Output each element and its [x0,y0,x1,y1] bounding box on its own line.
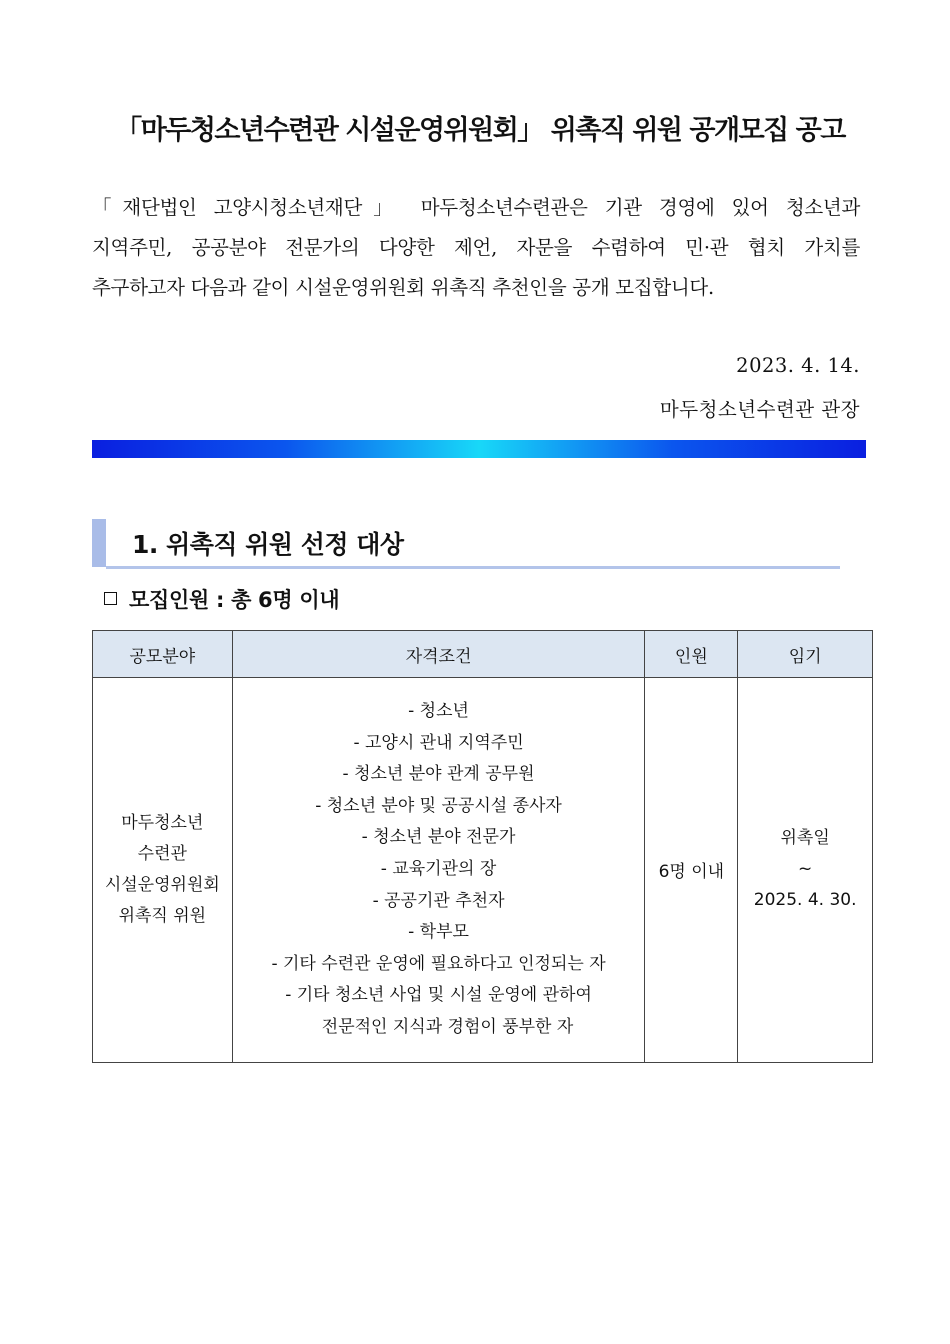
recruit-count-line [104,584,339,614]
qualification-item: - 기타 수련관 운영에 필요하다고 인정되는 자 [271,953,606,974]
field-line: 수련관 [137,843,187,864]
qualification-item: - 청소년 분야 및 공공시설 종사자 [315,795,562,816]
field-line: 시설운영위원회 [104,874,220,895]
term-line: 위촉일 [780,828,830,849]
intro-line: 지역주민, 공공분야 전문가의 다양한 제언, 자문을 수렴하여 민·관 협치 가치를 [92,236,860,259]
section-underline [106,566,840,569]
intro-line: 「재단법인 고양시청소년재단」 마두청소년수련관은 기관 경영에 있어 청소년과 [92,196,860,219]
qualification-item-continuation: 전문적인 지식과 경험이 풍부한 자 [321,1016,574,1037]
qualification-item: - 청소년 [408,701,469,721]
section-heading [92,519,840,569]
qualification-item: - 고양시 관내 지역주민 [353,732,524,753]
count-cell: 6명 이내 [645,678,738,1063]
recruit-count-text: 모집인원 : 총 6명 이내 [129,588,340,612]
qualification-item: - 청소년 분야 전문가 [361,827,516,848]
divider-bar [92,440,866,458]
field-cell [93,678,233,1063]
qualification-item: - 공공기관 추천자 [372,890,505,911]
header-term: 임기 [738,631,873,678]
qualification-cell [232,678,645,1063]
document-title: 「마두청소년수련관 시설운영위원회」 위촉직 위원 공개모집 공고 [115,115,845,146]
section-title: 1. 위촉직 위원 선정 대상 [132,530,404,559]
section-accent [92,519,106,567]
field-line: 위촉직 위원 [118,905,207,926]
qualification-item: - 교육기관의 장 [380,858,497,879]
header-field: 공모분야 [93,631,233,678]
term-cell [738,678,873,1063]
qualification-item: - 기타 청소년 사업 및 시설 운영에 관하여 [285,985,592,1006]
table-row [93,678,873,1063]
field-line: 마두청소년 [121,812,204,833]
recruitment-table [92,630,873,1063]
term-line: 2025. 4. 30. [753,890,857,911]
header-qualification: 자격조건 [232,631,645,678]
term-line: ~ [797,859,813,880]
signer: 마두청소년수련관 관장 [659,398,860,421]
intro-paragraph [92,188,860,308]
intro-line: 추구하고자 다음과 같이 시설운영위원회 위촉직 추천인을 공개 모집합니다. [92,276,714,299]
announcement-date: 2023. 4. 14. [736,354,860,377]
checkbox-square-icon [104,592,117,605]
qualification-item: - 청소년 분야 관계 공무원 [342,764,535,785]
table-header-row [93,631,873,678]
header-count: 인원 [645,631,738,678]
qualification-item: - 학부모 [408,922,469,943]
